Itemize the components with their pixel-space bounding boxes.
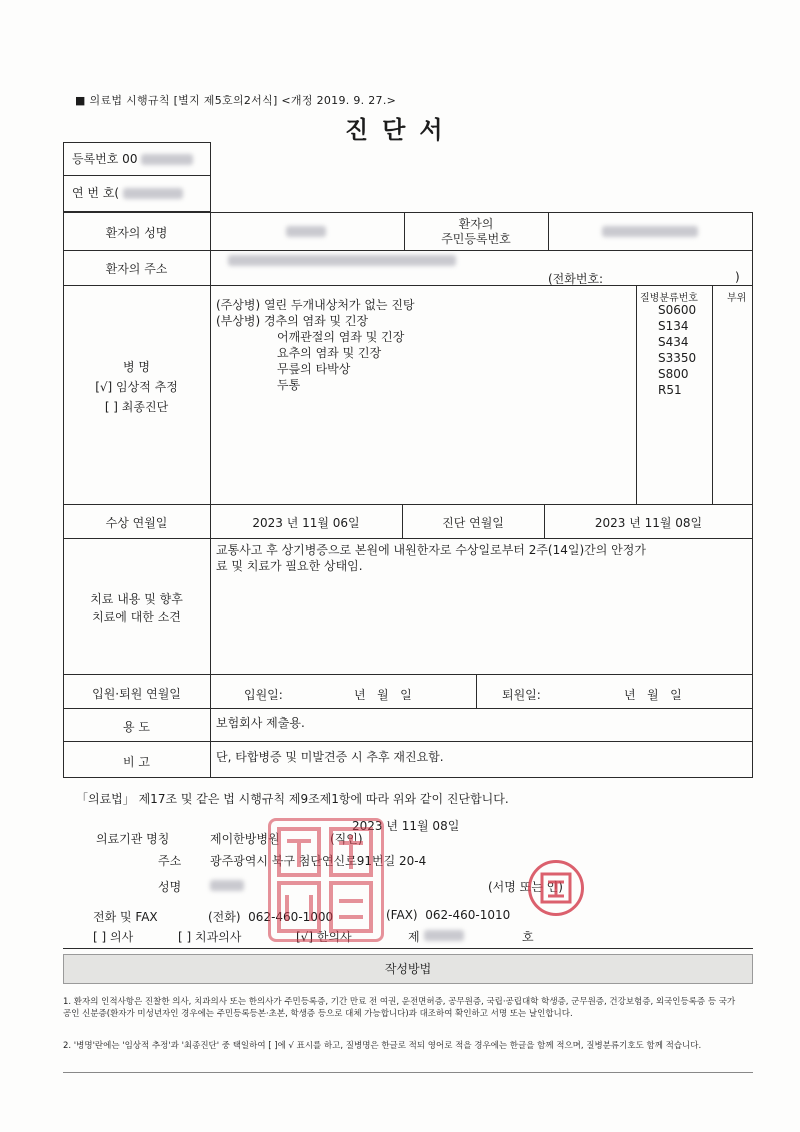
license-number-redacted [424, 930, 464, 941]
serial-number-label: 연 번 호( [72, 186, 120, 200]
doctor-seal-stamp [528, 860, 584, 916]
institution-seal-label: (직인) [330, 832, 363, 846]
disease-line: 요추의 염좌 및 긴장 [277, 346, 382, 360]
disease-line: 어깨관절의 염좌 및 긴장 [277, 330, 405, 344]
tel-fax-label: 전화 및 FAX [93, 910, 158, 924]
remarks-value: 단, 타합병증 및 미발견증 시 추후 재진요함. [216, 750, 444, 764]
diagnosis-date-label: 진단 연월일 [442, 516, 504, 530]
registration-number [72, 150, 193, 167]
injury-date-label: 수상 연월일 [105, 516, 168, 530]
disease-code-list [658, 302, 696, 398]
disease-list [216, 297, 415, 393]
doctor-name-redacted [210, 880, 244, 891]
license-herbal-option[interactable]: [√] 한의사 [296, 930, 352, 944]
instruction-note-1: 1. 환자의 인적사항은 진찰한 의사, 치과의사 또는 한의사가 주민등록증, 기간 만료 전 여권, 운전면허증, 공무원증, 국립·공립대학 학생증, 군무원증, 건강보험증, 외국인등록증 등 국가공인 신분증(환자가 미성년자인 경우에는 주민등록등본·초본, 학생증 등으로 대체 가능합니다)과 대조하여 확인하고 서명 또는 날인합니다. [63, 997, 736, 1019]
issue-date: 2023 년 11월 08일 [352, 819, 460, 833]
license-number-suffix: 호 [522, 930, 534, 944]
patient-phone-label: (전화번호: [548, 272, 604, 286]
remarks-label: 비 고 [123, 755, 150, 769]
patient-rrn-label: 환자의 주민등록번호 [441, 217, 511, 246]
instructions-header [63, 954, 753, 984]
disease-code: R51 [658, 383, 682, 397]
opinion-text: 교통사고 후 상기병증으로 본원에 내원한자로 수상일로부터 2주(14일)간의 안정가 료 및 치료가 필요한 상태임. [216, 543, 646, 573]
discharge-label: 퇴원일: [502, 688, 541, 702]
purpose-value: 보험회사 제출용. [216, 716, 305, 730]
disease-code-header: 질병분류번호 [640, 293, 698, 304]
patient-address-redacted [228, 255, 456, 266]
admission-in-value: 년 월 일 [354, 688, 412, 702]
institution-name: 제이한방병원 [210, 832, 280, 846]
disease-code: S3350 [658, 351, 697, 365]
license-doctor-option[interactable]: [ ] 의사 [93, 930, 134, 944]
admission-label: 입원·퇴원 연월일 [92, 687, 181, 701]
registration-number-label: 등록번호 00 [72, 152, 138, 166]
document-title: 진단서 [345, 116, 457, 144]
signature-label: (서명 또는 인) [488, 880, 563, 894]
disease-line-main: (주상병) 열린 두개내상처가 없는 진탕 [216, 298, 415, 312]
institution-name-label: 의료기관 명칭 [96, 832, 170, 846]
serial-number [72, 184, 183, 201]
purpose-label: 용 도 [123, 720, 150, 734]
patient-rrn-redacted [602, 226, 698, 237]
license-dentist-option[interactable]: [ ] 치과의사 [178, 930, 242, 944]
discharge-value: 년 월 일 [624, 688, 682, 702]
diagnosis-date: 2023 년 11월 08일 [594, 516, 703, 530]
institution-address: 광주광역시 북구 첨단연신로91번길 20-4 [210, 854, 427, 868]
disease-line: 무릎의 타박상 [277, 362, 351, 376]
disease-line-sub: (부상병) 경추의 염좌 및 긴장 [216, 314, 369, 328]
body-part-header: 부위 [727, 293, 747, 304]
doctor-name-label: 성명 [158, 880, 182, 894]
doctor-seal-pattern [531, 863, 581, 913]
admission-in-label: 입원일: [244, 688, 283, 702]
disease-label: 병 명 [123, 360, 150, 374]
injury-date: 2023 년 11월 06일 [252, 516, 360, 530]
clinical-estimate-option[interactable]: [√] 임상적 추정 [95, 380, 178, 394]
opinion-label: 치료 내용 및 향후 치료에 대한 소견 [90, 592, 183, 624]
disease-code: S0600 [658, 303, 697, 317]
institution-fax: (FAX) 062-460-1010 [386, 908, 511, 922]
final-diagnosis-option[interactable]: [ ] 최종진단 [104, 400, 169, 414]
instructions-title: 작성방법 [384, 962, 432, 976]
patient-name-redacted [286, 226, 326, 237]
disease-line: 두통 [277, 378, 301, 392]
hospital-seal-stamp [268, 818, 384, 942]
institution-phone: (전화) 062-460-1000 [208, 910, 334, 924]
institution-address-label: 주소 [158, 854, 182, 868]
disease-code: S800 [658, 367, 689, 381]
disease-code: S434 [658, 335, 689, 349]
patient-phone-close: ) [735, 270, 740, 284]
license-number-prefix: 제 [408, 930, 420, 944]
disease-code: S134 [658, 319, 689, 333]
legal-statement: 「의료법」 제17조 및 같은 법 시행규칙 제9조제1항에 따라 위와 같이 진단합니다. [76, 792, 509, 806]
hospital-seal-pattern [271, 821, 381, 939]
form-reference: ■ 의료법 시행규칙 [별지 제5호의2서식] <개정 2019. 9. 27.> [75, 94, 397, 107]
patient-name-label: 환자의 성명 [105, 226, 168, 240]
instruction-note-2: 2. '병명'란에는 '임상적 추정'과 '최종진단' 중 택일하여 [ ]에 √ 표시를 하고, 질병명은 한글로 적되 영어로 적을 경우에는 한글을 함께 적으며, 질병분류기호도 함께 적습니다. [63, 1041, 702, 1051]
patient-address-label: 환자의 주소 [105, 262, 168, 276]
